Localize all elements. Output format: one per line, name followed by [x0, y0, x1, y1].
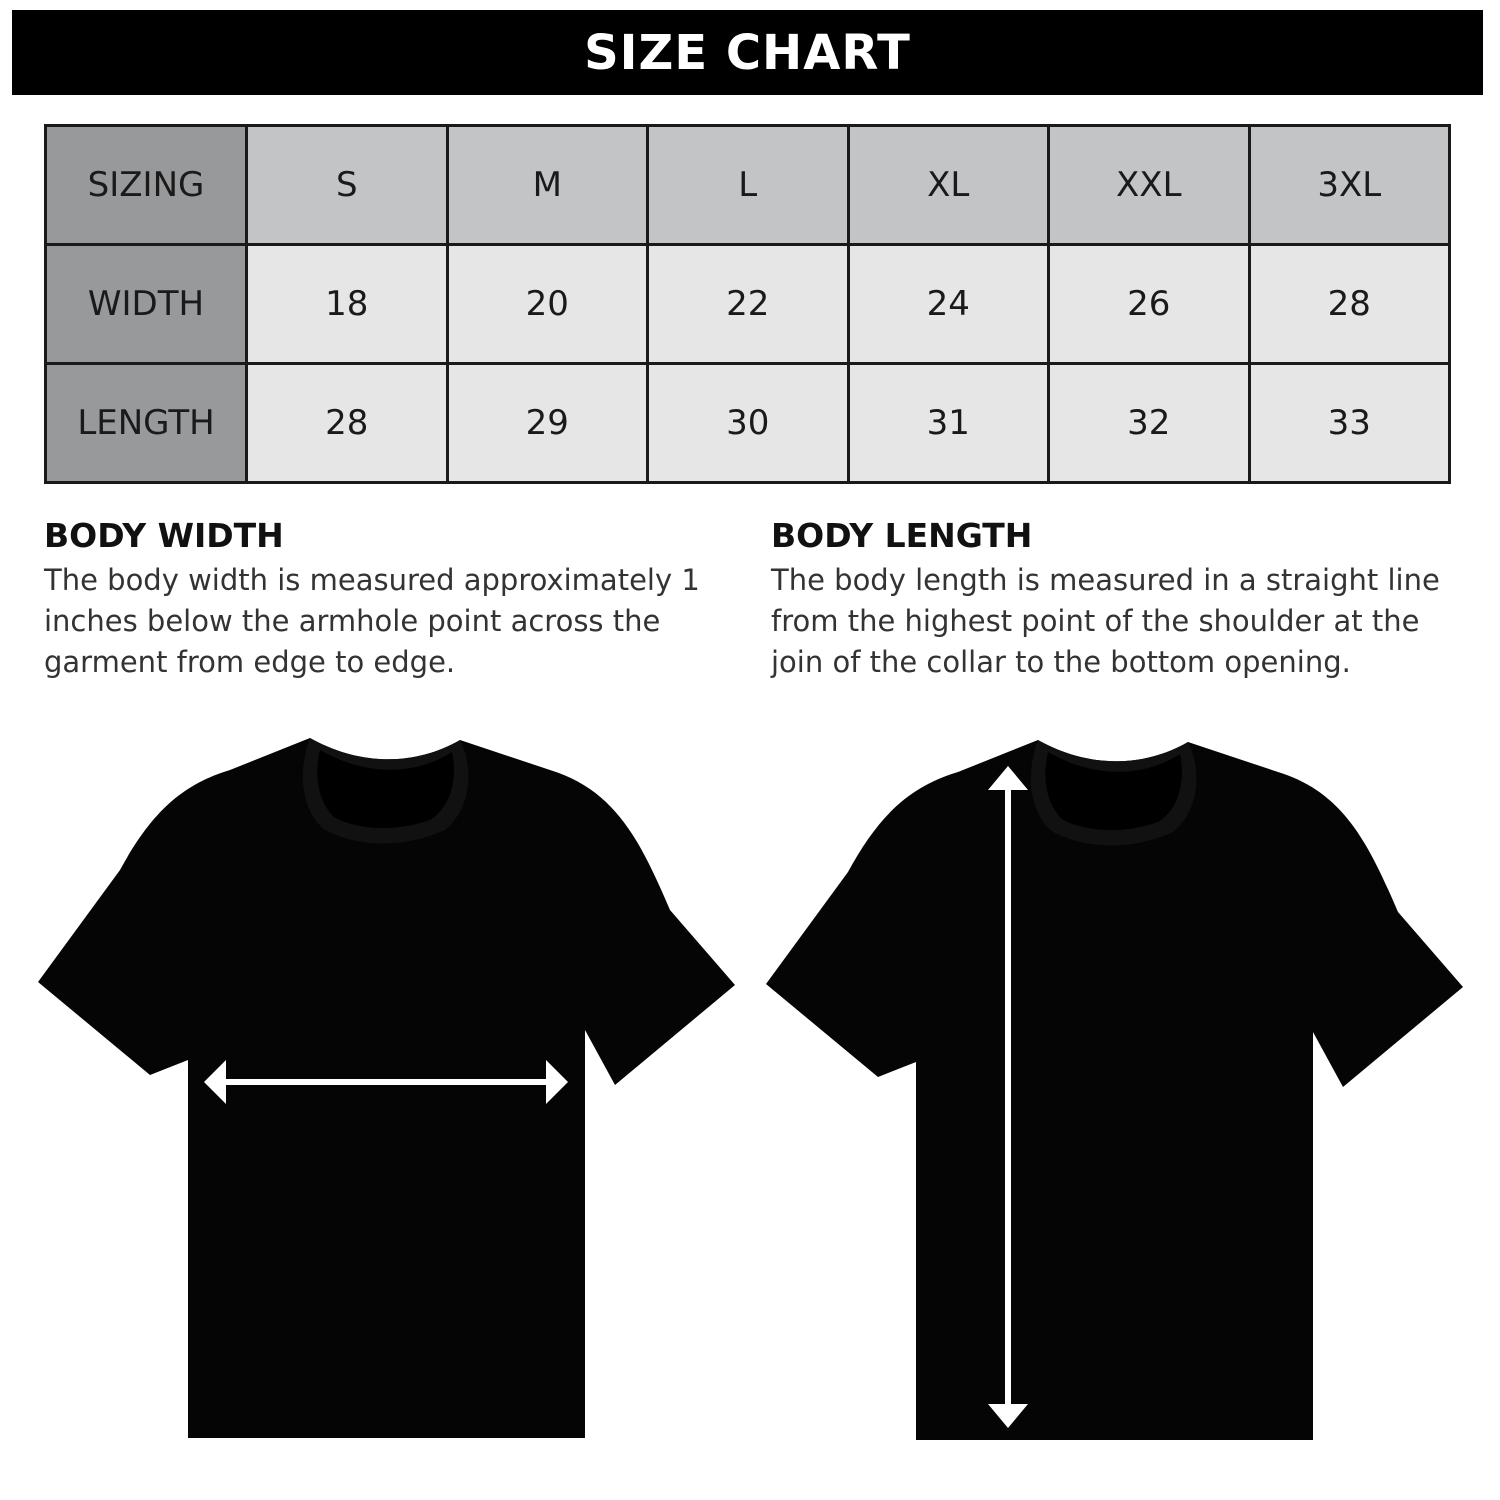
length-label-cell: LENGTH — [46, 364, 247, 483]
size-cell-3xl: 3XL — [1249, 126, 1450, 245]
width-value-l: 22 — [648, 245, 849, 364]
width-value-xxl: 26 — [1049, 245, 1250, 364]
size-cell-m: M — [447, 126, 648, 245]
body-length-heading: BODY LENGTH — [771, 516, 1033, 555]
page-title: SIZE CHART — [584, 24, 911, 81]
length-value-m: 29 — [447, 364, 648, 483]
length-value-l: 30 — [648, 364, 849, 483]
length-value-s: 28 — [247, 364, 448, 483]
body-length-description: The body length is measured in a straight line from the highest point of the shoulder at the join of the collar to the bottom opening. — [771, 563, 1440, 679]
size-cell-s: S — [247, 126, 448, 245]
width-value-m: 20 — [447, 245, 648, 364]
width-value-xl: 24 — [848, 245, 1049, 364]
body-width-heading: BODY WIDTH — [44, 516, 284, 555]
size-cell-l: L — [648, 126, 849, 245]
width-row — [46, 245, 1450, 364]
width-value-3xl: 28 — [1249, 245, 1450, 364]
size-header-row — [46, 126, 1450, 245]
size-table — [44, 124, 1451, 484]
body-width-description: The body width is measured approximately 1 inches below the armhole point across the garment from edge to edge. — [44, 563, 700, 679]
length-value-xxl: 32 — [1049, 364, 1250, 483]
tshirt-width-illustration — [30, 730, 740, 1450]
length-value-3xl: 33 — [1249, 364, 1450, 483]
tshirt-length-illustration — [758, 732, 1468, 1452]
title-banner — [12, 10, 1483, 95]
width-label-cell: WIDTH — [46, 245, 247, 364]
body-length-section — [771, 516, 1471, 683]
width-value-s: 18 — [247, 245, 448, 364]
length-value-xl: 31 — [848, 364, 1049, 483]
size-cell-xl: XL — [848, 126, 1049, 245]
sizing-label-cell: SIZING — [46, 126, 247, 245]
size-cell-xxl: XXL — [1049, 126, 1250, 245]
body-width-section — [44, 516, 734, 683]
length-row — [46, 364, 1450, 483]
